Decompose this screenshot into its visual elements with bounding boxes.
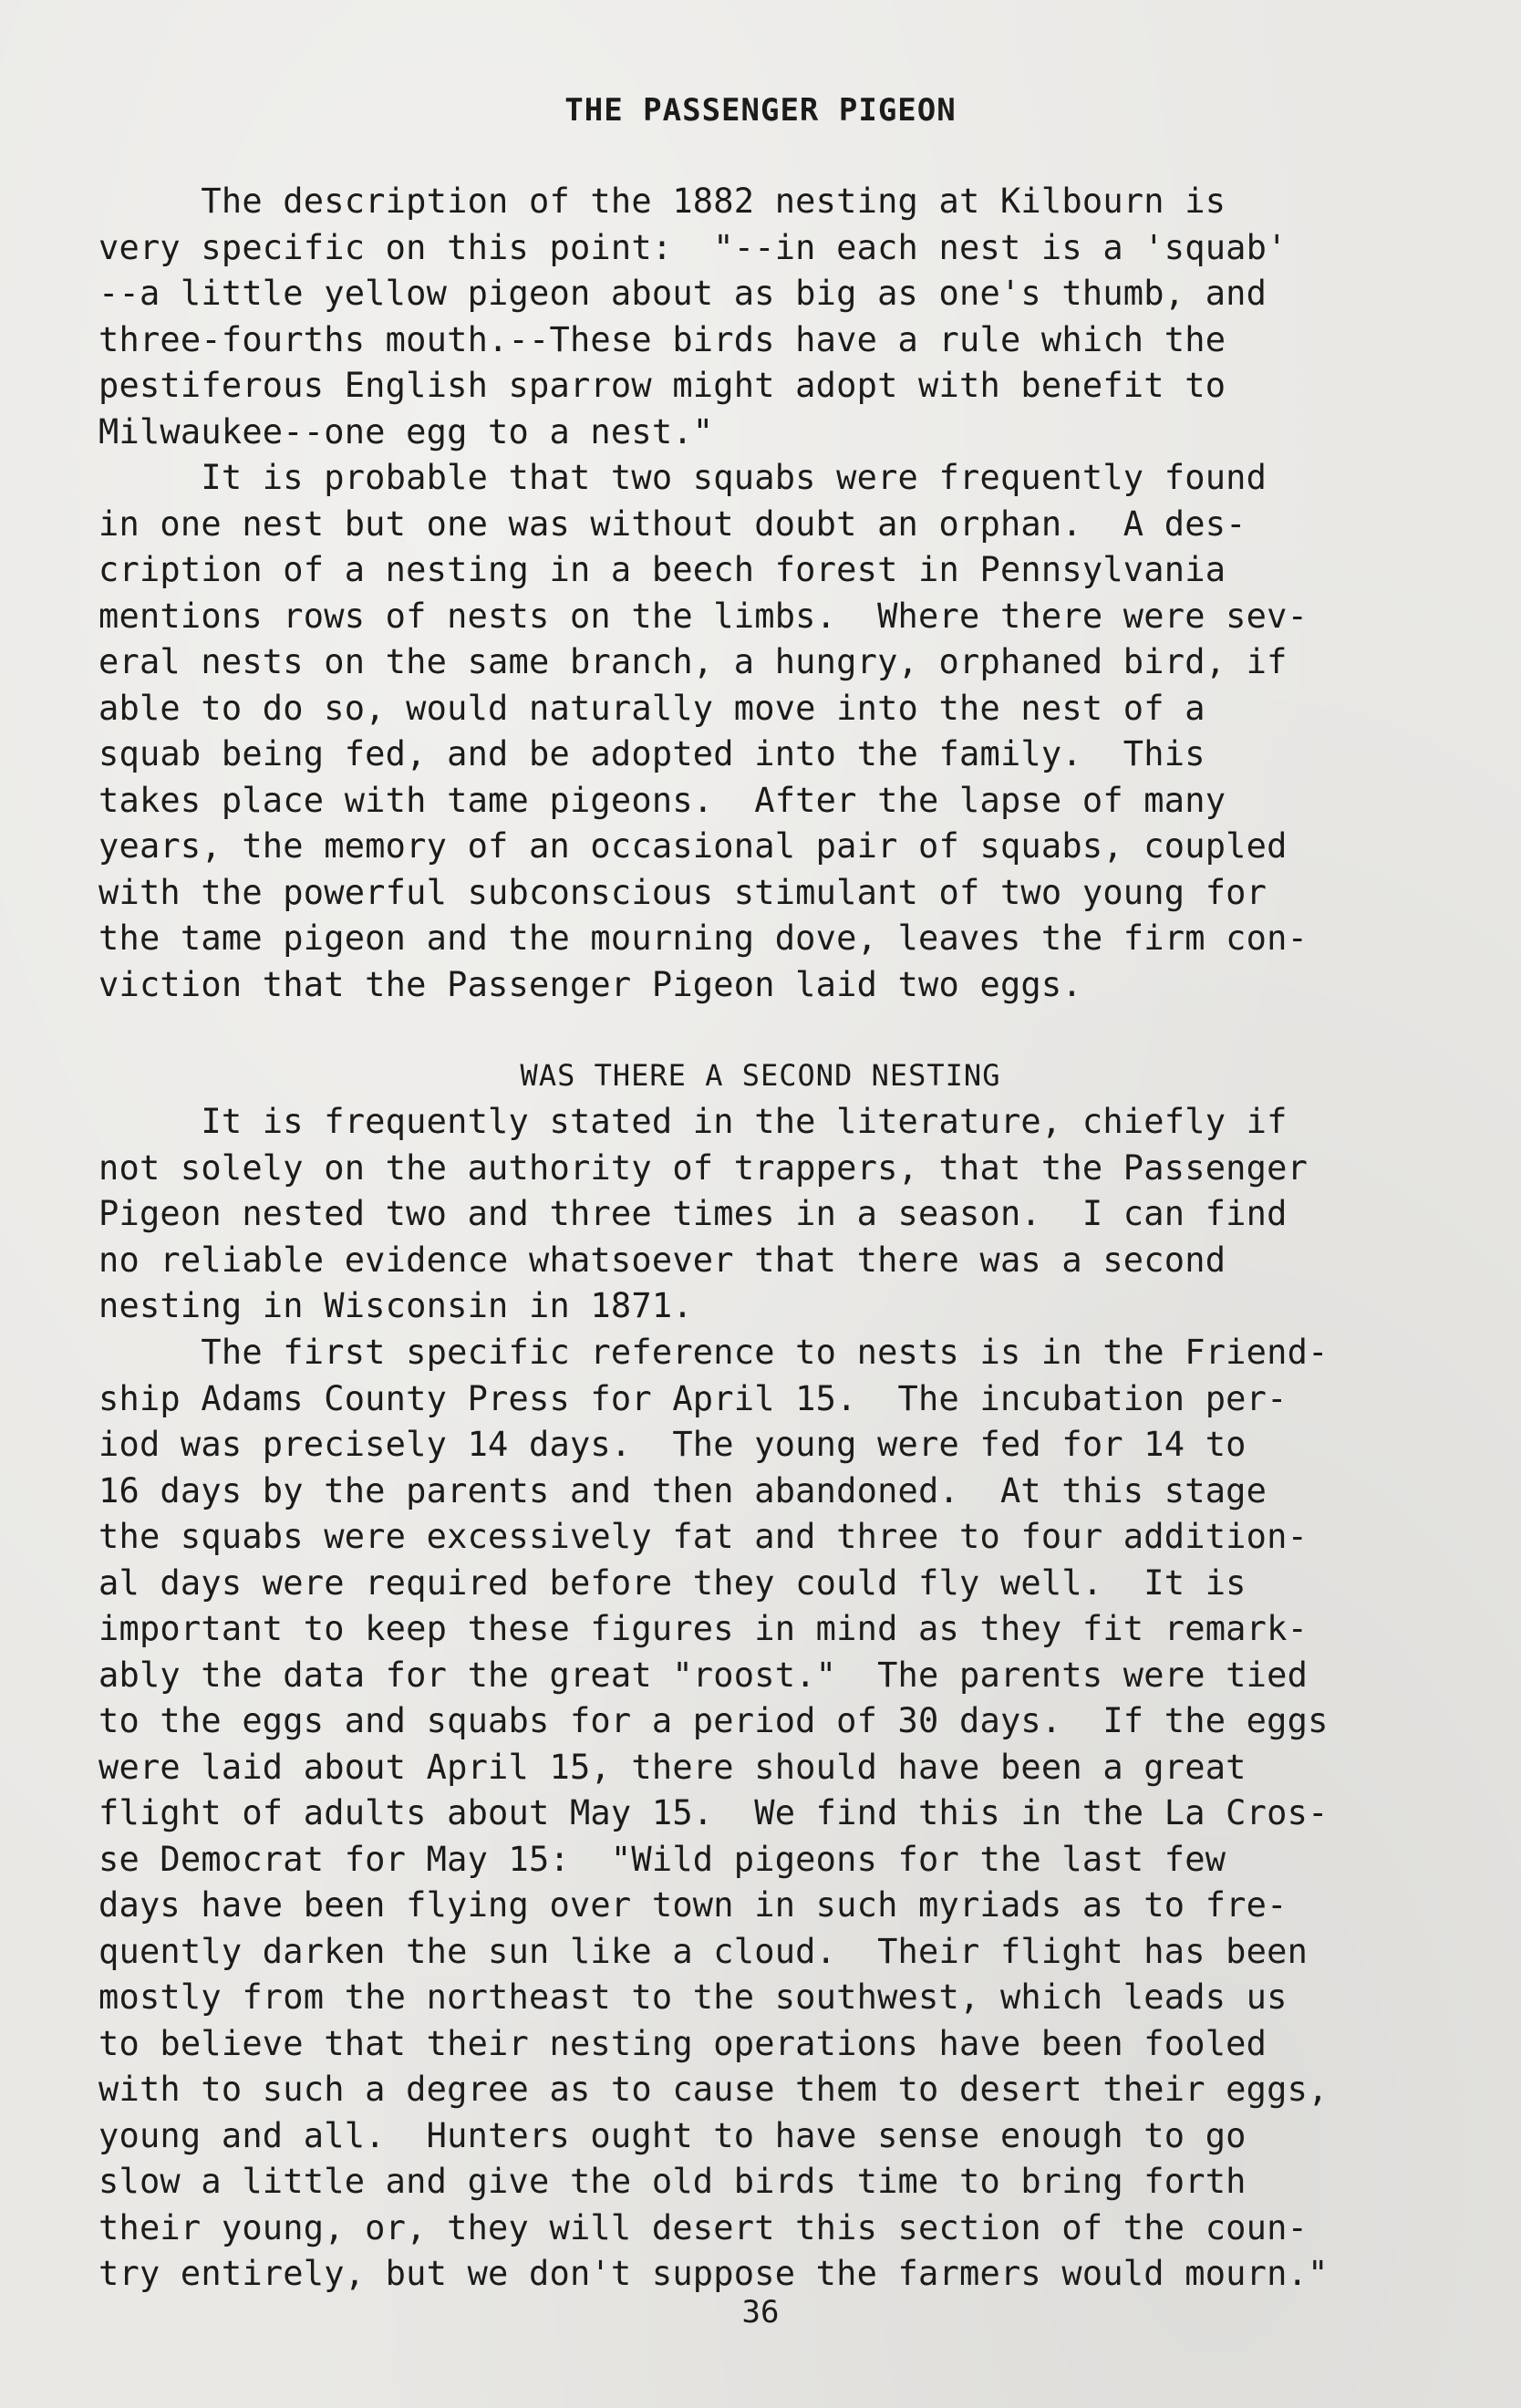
text-line: It is probable that two squabs were frequently found xyxy=(98,458,1268,497)
text-line: pestiferous English sparrow might adopt with benefit to xyxy=(98,366,1226,405)
text-line: mentions rows of nests on the limbs. Where there were sev- xyxy=(98,596,1309,636)
text-line: eral nests on the same branch, a hungry, orphaned bird, if xyxy=(98,642,1288,681)
text-line: The description of the 1882 nesting at Kilbourn is xyxy=(98,182,1226,221)
text-line: It is frequently stated in the literature, chiefly if xyxy=(98,1102,1288,1141)
text-line: al days were required before they could fly well. It is xyxy=(98,1562,1247,1603)
paragraph-incubation-data xyxy=(98,1330,1466,2298)
page-number: 36 xyxy=(741,2294,780,2330)
text-line: cription of a nesting in a beech forest in Pennsylvania xyxy=(98,550,1226,589)
text-line: in one nest but one was without doubt an orphan. A des- xyxy=(98,503,1247,544)
text-line: three-fourths mouth.--These birds have a rule which the xyxy=(98,319,1226,359)
text-line: squab being fed, and be adopted into the family. This xyxy=(98,734,1205,773)
paragraph-kilbourn-nesting xyxy=(98,179,1466,455)
text-line: viction that the Passenger Pigeon laid two eggs. xyxy=(98,964,1082,1004)
text-line: quently darken the sun like a cloud. Their flight has been xyxy=(98,1931,1309,1971)
paragraph-second-nesting xyxy=(98,1099,1466,1330)
page-title: THE PASSENGER PIGEON xyxy=(564,92,957,129)
text-line: young and all. Hunters ought to have sense enough to go xyxy=(98,2115,1247,2155)
text-line: ably the data for the great "roost." The parents were tied xyxy=(98,1655,1309,1695)
text-line: were laid about April 15, there should have been a great xyxy=(98,1747,1247,1787)
text-line: no reliable evidence whatsoever that there was a second xyxy=(98,1240,1226,1280)
text-line: se Democrat for May 15: "Wild pigeons for the last few xyxy=(98,1839,1226,1879)
text-line: The first specific reference to nests is in the Friend- xyxy=(98,1333,1329,1372)
text-line: important to keep these figures in mind as they fit remark- xyxy=(98,1609,1309,1648)
text-line: days have been flying over town in such myriads as to fre- xyxy=(98,1885,1288,1925)
text-line: try entirely, but we don't suppose the farmers would mourn." xyxy=(98,2254,1329,2293)
text-line: --a little yellow pigeon about as big as one's thumb, and xyxy=(98,274,1268,313)
text-line: with to such a degree as to cause them to desert their eggs, xyxy=(98,2070,1329,2109)
text-line: not solely on the authority of trappers, that the Passenger xyxy=(98,1147,1309,1188)
paragraph-two-squabs xyxy=(98,455,1466,1008)
text-line: the tame pigeon and the mourning dove, leaves the firm con- xyxy=(98,919,1309,958)
text-line: able to do so, would naturally move into the nest of a xyxy=(98,688,1205,728)
section-heading: WAS THERE A SECOND NESTING xyxy=(520,1058,1001,1093)
text-line: takes place with tame pigeons. After the lapse of many xyxy=(98,780,1226,820)
text-line: flight of adults about May 15. We find this in the La Cros- xyxy=(98,1793,1329,1832)
text-line: iod was precisely 14 days. The young were fed for 14 to xyxy=(98,1425,1247,1464)
text-line: to the eggs and squabs for a period of 30 days. If the eggs xyxy=(98,1701,1329,1740)
text-line: mostly from the northeast to the southwest, which leads us xyxy=(98,1977,1288,2017)
text-line: the squabs were excessively fat and three to four addition- xyxy=(98,1517,1309,1556)
text-line: 16 days by the parents and then abandoned. At this stage xyxy=(98,1470,1268,1510)
text-line: their young, or, they will desert this section of the coun- xyxy=(98,2207,1309,2247)
text-line: slow a little and give the old birds time to bring forth xyxy=(98,2162,1247,2201)
text-line: very specific on this point: "--in each nest is a 'squab' xyxy=(98,227,1288,267)
text-line: Milwaukee--one egg to a nest." xyxy=(98,411,714,452)
text-line: to believe that their nesting operations have been fooled xyxy=(98,2023,1268,2063)
text-line: with the powerful subconscious stimulant of two young for xyxy=(98,872,1268,912)
text-line: nesting in Wisconsin in 1871. xyxy=(98,1286,693,1325)
text-line: ship Adams County Press for April 15. The incubation per- xyxy=(98,1378,1288,1418)
text-line: years, the memory of an occasional pair of squabs, coupled xyxy=(98,826,1288,866)
text-line: Pigeon nested two and three times in a season. I can find xyxy=(98,1194,1288,1233)
